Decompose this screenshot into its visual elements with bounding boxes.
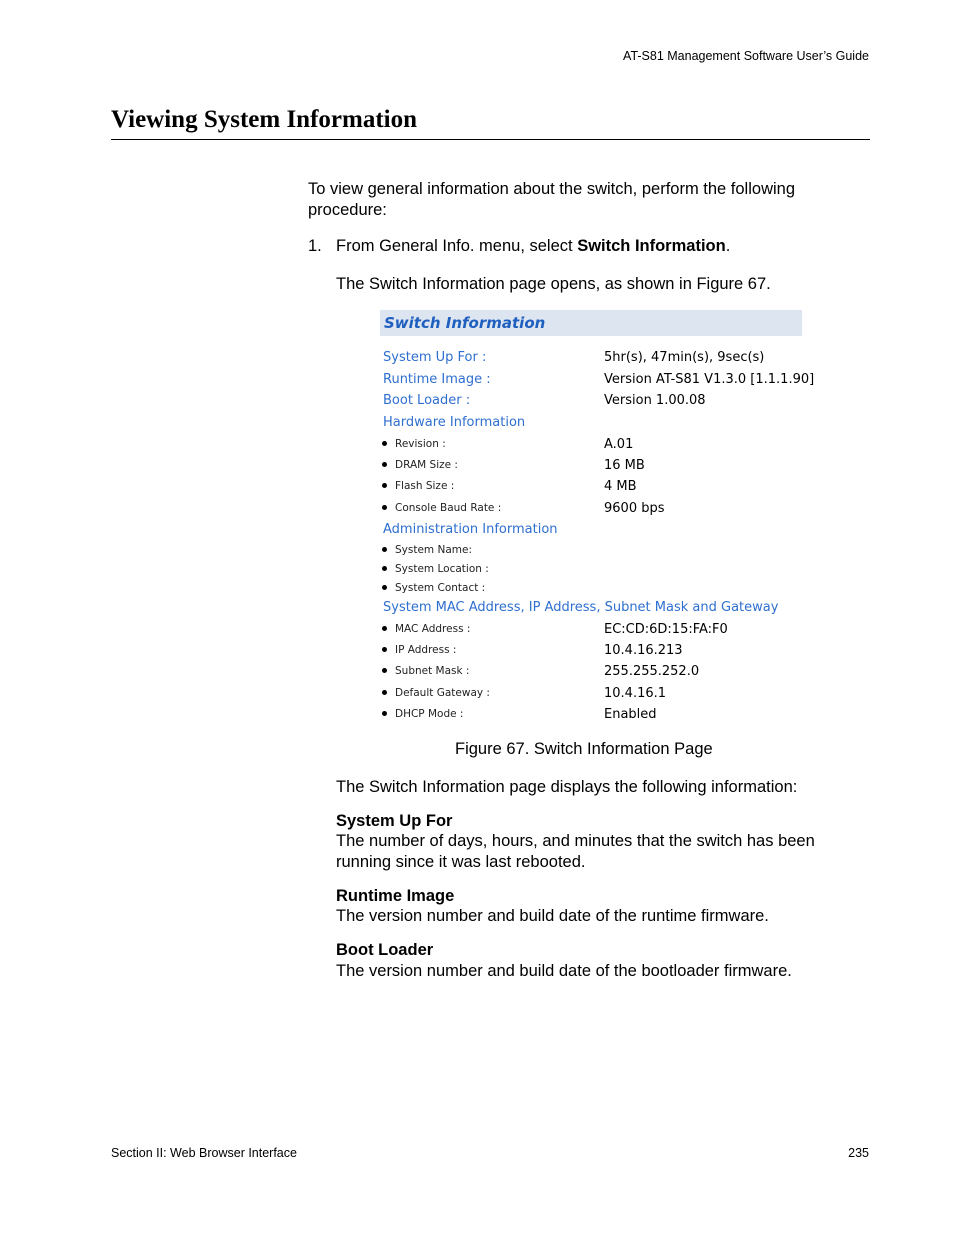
item-value: 10.4.16.213 [604,643,683,658]
procedure-step [308,236,848,257]
page-title: Viewing System Information [111,106,418,133]
bullet-icon [382,462,387,467]
item-label: System Location : [395,563,489,575]
displays-paragraph: The Switch Information page displays the following information: [336,778,798,796]
figure-caption: Figure 67. Switch Information Page [455,740,713,758]
bullet-icon [382,668,387,673]
step-menu-item: Switch Information [577,237,726,255]
network-item [380,707,802,727]
info-label: Runtime Image : [383,372,491,387]
item-label: System Name: [395,544,473,556]
item-label: MAC Address : [395,623,471,635]
figure-title-bar [380,310,802,336]
item-label: Subnet Mask : [395,665,470,677]
item-label: DRAM Size : [395,459,458,471]
info-row-boot-loader [380,393,802,413]
item-value: 16 MB [604,458,645,473]
hardware-item [380,501,802,521]
bullet-icon [382,547,387,552]
info-value: Version 1.00.08 [604,393,706,408]
bullet-icon [382,585,387,590]
footer-section: Section II: Web Browser Interface [111,1146,297,1160]
network-item [380,622,802,642]
step-number: 1. [308,237,322,255]
item-value: Enabled [604,707,657,722]
step-text-before: From General Info. menu, select [336,237,578,255]
item-value: 10.4.16.1 [604,686,667,701]
network-item [380,643,802,663]
bullet-icon [382,505,387,510]
bullet-icon [382,626,387,631]
admin-item [380,543,802,563]
title-rule [111,139,870,140]
switch-information-figure [380,310,815,725]
item-label: IP Address : [395,644,457,656]
network-heading: System MAC Address, IP Address, Subnet Mask and Gateway [383,600,779,615]
item-label: Console Baud Rate : [395,502,502,514]
network-item [380,664,802,684]
definition-text: The version number and build date of the bootloader firmware. [336,962,792,980]
definition-text: The number of days, hours, and minutes that the switch has been running since it was last rebooted. [336,832,815,871]
item-value: A.01 [604,437,634,452]
page-number: 235 [848,1146,869,1160]
definition-term: Boot Loader [336,941,434,959]
info-label: Boot Loader : [383,393,471,408]
item-label: DHCP Mode : [395,708,464,720]
hardware-heading-row [380,415,802,435]
step-result: The Switch Information page opens, as shown in Figure 67. [336,275,771,293]
bullet-icon [382,483,387,488]
intro-paragraph: To view general information about the switch, perform the following procedure: [308,180,795,219]
bullet-icon [382,711,387,716]
info-row-system-up-for [380,350,802,370]
item-label: Default Gateway : [395,687,490,699]
definition-term: System Up For [336,812,453,830]
item-label: System Contact : [395,582,486,594]
network-heading-row [380,600,802,620]
definition-text: The version number and build date of the runtime firmware. [336,907,769,925]
item-value: 9600 bps [604,501,665,516]
item-value: 4 MB [604,479,637,494]
bullet-icon [382,647,387,652]
info-value: 5hr(s), 47min(s), 9sec(s) [604,350,765,365]
item-value: EC:CD:6D:15:FA:F0 [604,622,728,637]
item-value: 255.255.252.0 [604,664,700,679]
admin-item [380,562,802,582]
bullet-icon [382,566,387,571]
admin-heading-row [380,522,802,542]
running-header: AT-S81 Management Software User’s Guide [623,49,869,63]
bullet-icon [382,441,387,446]
info-row-runtime-image [380,372,815,392]
bullet-icon [382,690,387,695]
admin-item [380,581,802,601]
network-item [380,686,802,706]
info-label: System Up For : [383,350,487,365]
step-text-after: . [725,237,731,255]
admin-heading: Administration Information [383,522,558,537]
item-label: Flash Size : [395,480,455,492]
hardware-item [380,458,802,478]
figure-title: Switch Information [384,314,546,332]
item-label: Revision : [395,438,446,450]
definition-term: Runtime Image [336,887,455,905]
hardware-heading: Hardware Information [383,415,526,430]
hardware-item [380,437,802,457]
info-value: Version AT-S81 V1.3.0 [1.1.1.90] [604,372,815,387]
hardware-item [380,479,802,499]
